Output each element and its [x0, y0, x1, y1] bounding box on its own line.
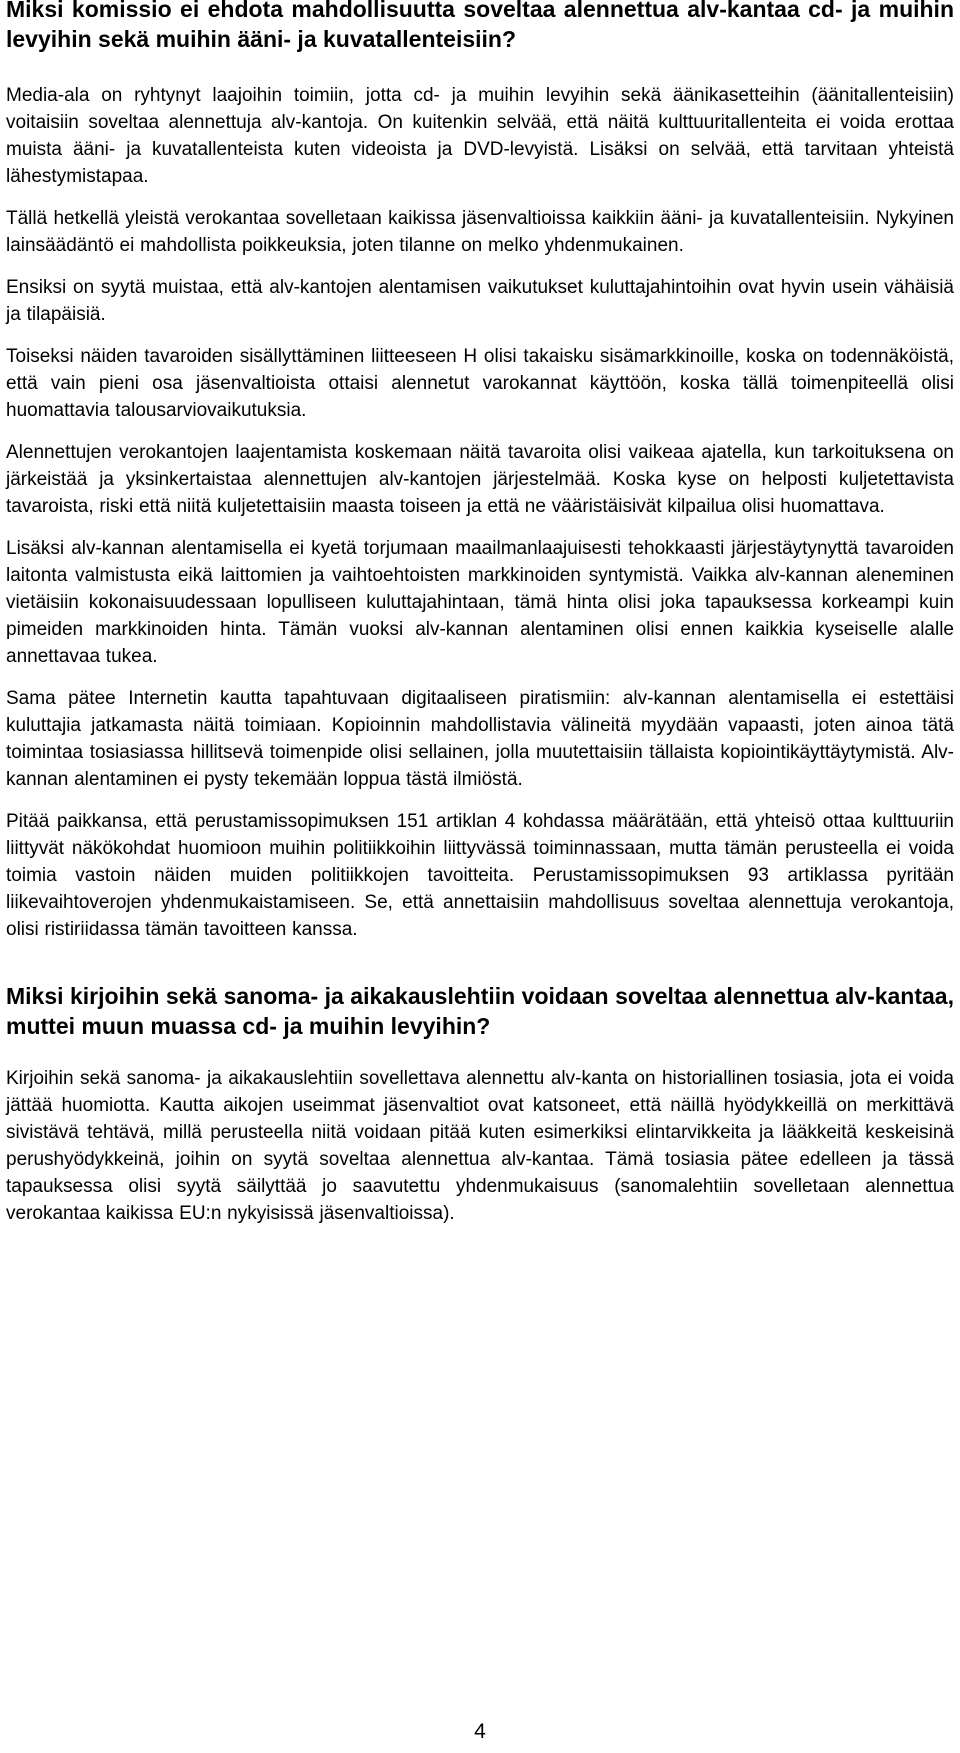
section-heading-books: Miksi kirjoihin sekä sanoma- ja aikakauslehtiin voidaan soveltaa alennettua alv-kantaa, muttei muun muassa cd- ja muihin levyihin? [6, 983, 954, 1039]
paragraph-books-history: Kirjoihin sekä sanoma- ja aikakauslehtiin sovellettava alennettu alv-kanta on historiallinen tosiasia, jota ei voida jättää huomiotta. Kautta aikojen useimmat jäsenvaltiot ovat katsoneet, että näillä hyödykkeillä on merkittävä sivistävä tehtävä, millä perusteella niitä voidaan pitää kuten esimerkiksi elintarvikkeita ja lääkkeitä keskeisinä perushyödykkeinä, joihin on syytä soveltaa alennettua alv-kantaa. Tämä tosiasia pätee edelleen ja tässä tapauksessa olisi syytä säilyttää jo saavutettu yhdenmukaisuus (sanomalehtiin sovelletaan alennettua verokantaa kaikissa EU:n nykyisissä jäsenvaltioissa). [6, 1068, 954, 1224]
page-number: 4 [474, 1720, 486, 1743]
section-heading-commission: Miksi komissio ei ehdota mahdollisuutta soveltaa alennettua alv-kantaa cd- ja muihin levyihin sekä muihin ääni- ja kuvatallenteisiin? [6, 0, 954, 52]
paragraph-treaty: Pitää paikkansa, että perustamissopimuksen 151 artiklan 4 kohdassa määrätään, että yhteisö ottaa kulttuuriin liittyvät näkökohdat huomioon muihin politiikkoihin liittyvässä toiminnassaan, mutta tämän perusteella ei voida toimia vastoin näiden muiden politiikkojen tavoitteita. Perustamissopimuksen 93 artiklassa pyritään liikevaihtoverojen yhdenmukaistamiseen. Se, että annettaisiin mahdollisuus soveltaa alennettuja verokantoja, olisi ristiriidassa tämän tavoitteen kanssa. [6, 811, 954, 940]
document-page [6, 0, 954, 1242]
paragraph-secondly: Toiseksi näiden tavaroiden sisällyttäminen liitteeseen H olisi takaisku sisämarkkinoille, koska on todennäköistä, että vain pieni osa jäsenvaltioista ottaisi alennetut varokannat käyttöön, koska tällä toimenpiteellä olisi huomattavia talousarviovaikutuksia. [6, 346, 954, 421]
paragraph-illegal-production: Lisäksi alv-kannan alentamisella ei kyetä torjumaan maailmanlaajuisesti tehokkaasti järjestäytynyttä tavaroiden laitonta valmistusta eikä laittomien ja vaihtoehtoisten markkinoiden syntymistä. Vaikka alv-kannan aleneminen vietäisiin kokonaisuudessaan lopulliseen kuluttajahintaan, tämä hinta olisi joka tapauksessa korkeampi kuin pimeiden markkinoiden hinta. Tämän vuoksi alv-kannan alentaminen olisi ennen kaikkia kyseiselle alalle annettavaa tukea. [6, 538, 954, 667]
paragraph-firstly: Ensiksi on syytä muistaa, että alv-kantojen alentamisen vaikutukset kuluttajahintoihin ovat hyvin usein vähäisiä ja tilapäisiä. [6, 277, 954, 325]
paragraph-extension: Alennettujen verokantojen laajentamista koskemaan näitä tavaroita olisi vaikeaa ajatella, kun tarkoituksena on järkeistää ja yksinkertaistaa alennettujen alv-kantojen järjestelmää. Koska kyse on helposti kuljetettavista tavaroista, riski että niitä kuljetettaisiin maasta toiseen ja että ne vääristäisivät kilpailua olisi huomattava. [6, 442, 954, 517]
paragraph-media-industry: Media-ala on ryhtynyt laajoihin toimiin, jotta cd- ja muihin levyihin sekä äänikasetteihin (äänitallenteisiin) voitaisiin soveltaa alennettuja alv-kantoja. On kuitenkin selvää, että näitä kulttuuritallenteita ei voida erottaa muista ääni- ja kuvatallenteista kuten videoista ja DVD-levyistä. Lisäksi on selvää, että tarvitaan yhteistä lähestymistapaa. [6, 85, 954, 187]
paragraph-digital-piracy: Sama pätee Internetin kautta tapahtuvaan digitaaliseen piratismiin: alv-kannan alentamisella ei estettäisi kuluttajia jatkamasta näitä toimiaan. Kopioinnin mahdollistavia välineitä myydään vapaasti, joten ainoa tätä toimintaa tosiasiassa hillitsevä toimenpide olisi sellainen, jolla muutettaisiin tällaista kopiointikäyttäytymistä. Alv-kannan alentaminen ei pysty tekemään loppua tästä ilmiöstä. [6, 688, 954, 790]
paragraph-current-rate: Tällä hetkellä yleistä verokantaa sovelletaan kaikissa jäsenvaltioissa kaikkiin ääni- ja kuvatallenteisiin. Nykyinen lainsäädäntö ei mahdollista poikkeuksia, joten tilanne on melko yhdenmukainen. [6, 208, 954, 256]
